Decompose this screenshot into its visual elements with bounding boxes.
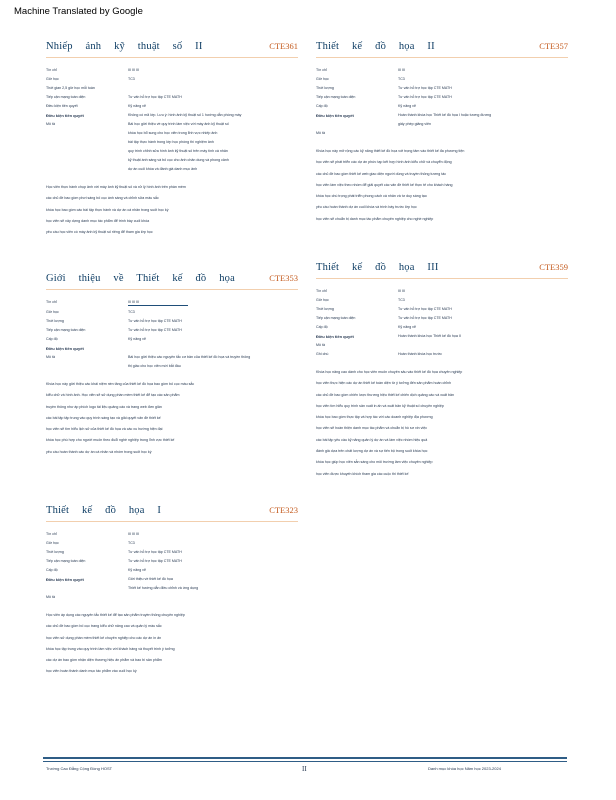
detail-key: Tín chỉ [316,68,327,72]
description-line: học viên sử dụng phần mềm thiết kế chuyên nghiệp cho các dự án in ấn [46,635,162,640]
description-line: khóa học phù hợp cho người muốn theo đuổi nghề nghiệp trong lĩnh vực thiết kế [46,438,175,443]
description-line: học viên tìm hiểu quy trình sản xuất in ấn và xuất bản kỹ thuật số chuyên nghiệp [316,403,444,408]
description-line: Khóa học này mở rộng các kỹ năng thiết kế đồ họa với trọng tâm vào thiết kế đa phương tiện [316,149,465,153]
detail-key: Điều kiện tiên quyết [46,577,84,582]
detail-row [46,326,298,335]
detail-row [316,332,568,341]
course-section-intro-graphic-design [46,273,298,458]
course-code: CTE353 [269,273,298,283]
detail-row [316,84,568,93]
description-line: yêu cầu hoàn thành các dự án cá nhân và nhóm trong suốt học kỳ [46,449,152,454]
course-details [46,66,298,174]
detail-value: Bài học giới thiệu về quy trình làm việc với máy ảnh kỹ thuật số [128,122,229,126]
detail-row [316,314,568,323]
description-line: các bài tập tập trung vào quy trình sáng tạo và giải quyết vấn đề thiết kế [46,415,161,420]
detail-value: III III III [128,68,139,72]
course-code: CTE359 [539,262,568,272]
detail-key: Điều kiện tiên quyết [316,334,354,339]
detail-row [316,102,568,111]
page-number: II [302,765,307,773]
description-line: các chủ đề bao gồm chiến lược thương hiệu thiết kế chiến dịch quảng cáo và xuất bản [316,392,454,397]
detail-row [46,593,298,602]
detail-row [46,138,298,147]
detail-value: TC3 [128,77,135,81]
course-details [316,66,568,138]
detail-row [316,75,568,84]
course-header [46,505,298,522]
detail-row [46,548,298,557]
description-line: học viên sẽ tìm hiểu lịch sử của thiết kế đồ họa và các xu hướng hiện đại [46,427,163,432]
detail-value [398,129,568,138]
course-code: CTE323 [269,505,298,515]
detail-row [46,111,298,120]
detail-row [46,102,298,111]
detail-row [46,129,298,138]
detail-row [46,165,298,174]
detail-key: Tiếp cận mạng toàn diện [46,559,86,563]
detail-key: Điều kiện tiên quyết [46,113,84,118]
detail-row [46,156,298,165]
description-line: học viên sẽ xây dựng danh mục tác phẩm để trình bày cuối khóa [46,218,150,223]
detail-row [316,341,568,350]
course-title: Thiết kế đồ họa II [316,41,435,52]
course-details [316,287,568,359]
detail-value [128,344,298,353]
detail-key [46,156,128,165]
detail-row [46,575,298,584]
course-description [316,367,568,480]
description-line: các chủ đề bao gồm thiết kế web giao diện người dùng và truyền thông tương tác [316,171,446,176]
detail-value: Hoàn thành khóa học trước [398,352,442,356]
description-line: các dự án bao gồm nhận diện thương hiệu ấn phẩm và bao bì sản phẩm [46,658,162,663]
description-line: học viên sẽ hoàn thiện danh mục tác phẩm và chuẩn bị hồ sơ xin việc [316,426,428,431]
detail-key: Điều kiện tiên quyết [46,346,84,351]
detail-key [46,138,128,147]
detail-key: Tiếp cận mạng toàn diện [46,95,86,99]
course-code: CTE357 [539,41,568,51]
detail-row [316,93,568,102]
description-line: kiểu chữ và hình ảnh. Học viên sẽ sử dụng phần mềm thiết kế để tạo các sản phẩm [46,393,180,398]
detail-row [46,66,298,75]
course-header [46,41,298,58]
course-details [46,530,298,602]
detail-row [46,335,298,344]
detail-value: Tư vấn hỗ trợ học tập CTE MATH [398,307,452,311]
detail-value: dự án cuối khóa và đánh giá danh mục ảnh [128,167,198,171]
detail-key: Giờ học [316,77,329,81]
detail-value: Tư vấn hỗ trợ học tập CTE MATH [398,316,452,320]
detail-value: III III [398,289,405,293]
detail-row [316,323,568,332]
description-line: các chủ đề bao gồm bố cục trang kiểu chữ nâng cao và quản lý màu sắc [46,624,162,629]
course-header [316,41,568,58]
course-title: Thiết kế đồ họa I [46,505,162,516]
description-line: học viên thực hiện các dự án thiết kế toàn diện từ ý tưởng đến sản phẩm hoàn chỉnh [316,381,452,386]
detail-key: Giờ học [46,310,59,314]
detail-key: Thời gian 2,5 giờ học mỗi tuần [46,86,95,90]
detail-key: Điều kiện tiên quyết [46,104,78,108]
detail-row [316,287,568,296]
detail-row [46,530,298,539]
detail-row [316,66,568,75]
footer-rule [43,757,567,759]
detail-key: Thời lượng [46,550,64,554]
detail-value: TC3 [398,77,405,81]
course-details [46,298,298,371]
detail-key: Thời lượng [46,319,64,323]
footer-left-text: Trường Cao Đẳng Cộng Đồng HOST [46,766,113,771]
course-header [316,262,568,279]
detail-key: Mô tả [46,595,55,599]
detail-key: Cấp độ [46,337,58,341]
detail-row [46,584,298,593]
detail-key: Cấp độ [316,104,328,108]
detail-value: III III [398,68,405,72]
detail-key: Mô tả [316,131,325,135]
detail-value: Kỹ năng vẽ [398,325,416,329]
detail-value: kỹ thuật ánh sáng và bố cục cho ảnh chân dung và phong cảnh [128,158,229,162]
detail-key [46,129,128,138]
description-line: các chủ đề bao gồm phơi sáng bố cục ánh sáng và chỉnh sửa màu sắc [46,196,159,201]
detail-key: Thời lượng [316,86,334,90]
course-title: Thiết kế đồ họa III [316,262,439,273]
detail-value: III III III [128,532,139,536]
detail-value: bài tập thực hành trong lớp học phòng thí nghiệm ảnh [128,140,214,144]
detail-row [46,93,298,102]
machine-translation-banner: Machine Translated by Google [14,6,143,17]
detail-key: Giờ học [316,298,329,302]
detail-row [46,308,298,317]
detail-value: TC3 [128,310,135,314]
description-line: đánh giá dựa trên chất lượng dự án và sự tiến bộ trong suốt khóa học [316,449,428,454]
detail-row [46,84,298,93]
detail-row [46,317,298,326]
detail-key: Mô tả [46,355,55,359]
detail-key: Tiếp cận mạng toàn diện [316,95,356,99]
detail-row [46,353,298,362]
detail-row [46,344,298,353]
detail-key: Giờ học [46,77,59,81]
course-description [316,146,568,225]
detail-value: Giới thiệu về thiết kế đồ họa [128,577,173,581]
detail-row [46,120,298,129]
detail-row [46,362,298,371]
course-code: CTE361 [269,41,298,51]
description-line: khóa học bao gồm thực tập và hợp tác với các doanh nghiệp địa phương [316,415,433,420]
detail-row [316,129,568,138]
course-description [46,610,298,678]
detail-value: III III III [128,300,139,304]
detail-row [46,147,298,156]
detail-value: Kỹ năng vẽ [128,568,146,572]
detail-row [316,305,568,314]
detail-key [46,362,128,371]
detail-key: Tín chỉ [46,532,57,536]
course-section-digital-photography-ii [46,41,298,238]
course-section-graphic-design-i [46,505,298,678]
description-line: học viên sẽ phát triển các dự án phức tạp kết hợp hình ảnh kiểu chữ và chuyển động [316,160,452,165]
detail-value [128,84,298,93]
detail-key: Điều kiện tiên quyết [316,113,354,118]
description-line: yêu cầu học viên có máy ảnh kỹ thuật số riêng để tham gia lớp học [46,230,153,235]
detail-value: Kỹ năng vẽ [128,337,146,341]
description-line: học viên sẽ chuẩn bị danh mục tác phẩm chuyên nghiệp cho nghề nghiệp [316,216,434,221]
detail-value: quy trình chỉnh sửa hình ảnh kỹ thuật số trên máy tính cá nhân [128,149,228,153]
detail-key [46,147,128,156]
course-description [46,182,298,238]
description-line: học viên làm việc theo nhóm để giải quyết các vấn đề thiết kế thực tế cho khách hàng [316,182,453,187]
detail-row [46,557,298,566]
description-line: Học viên áp dụng các nguyên tắc thiết kế để tạo sản phẩm truyền thông chuyên nghiệp [46,613,185,617]
detail-value: Hoàn thành khóa học Thiết kế đồ họa I hoặc tương đương [398,113,492,117]
detail-value: TC3 [128,541,135,545]
detail-value: Tư vấn hỗ trợ học tập CTE MATH [128,328,182,332]
detail-value: Bài học giới thiệu các nguyên tắc cơ bản của thiết kế đồ họa và truyền thông [128,355,251,359]
detail-key: Cấp độ [46,568,58,572]
detail-key [46,165,128,174]
detail-key [46,584,128,593]
detail-value: Thiết kế hướng dẫn điều chỉnh và ứng dụng [128,586,199,590]
description-line: học viên được khuyến khích tham gia các cuộc thi thiết kế [316,471,409,476]
detail-value: TC3 [398,298,405,302]
detail-value: Tư vấn hỗ trợ học tập CTE MATH [128,550,182,554]
detail-value [128,593,298,602]
detail-key: Ghi chú [316,352,329,356]
detail-key: Tín chỉ [316,289,327,293]
description-line: học viên hoàn thành danh mục tác phẩm vào cuối học kỳ [46,669,137,674]
detail-key: Cấp độ [316,325,328,329]
detail-row [316,350,568,359]
detail-row [316,111,568,120]
description-line: Khóa học này giới thiệu các khái niệm nền tảng của thiết kế đồ họa bao gồm bố cục màu sắc [46,382,195,386]
detail-key: Mô tả [316,343,325,347]
description-line: truyền thông như áp phích logo tài liệu quảng cáo và trang web đơn giản [46,404,162,409]
detail-row [46,539,298,548]
footer-right-text: Danh mục khóa học Năm học 2023-2024 [428,766,501,771]
description-line: các bài tập yêu cầu kỹ năng quản lý dự án và làm việc nhóm hiệu quả [316,437,428,442]
detail-key: Tiếp cận mạng toàn diện [46,328,86,332]
detail-key: Tín chỉ [46,68,57,72]
description-line: khóa học tập trung vào quy trình làm việc với khách hàng và thuyết trình ý tưởng [46,646,175,651]
course-section-graphic-design-ii [316,41,568,225]
detail-row [316,296,568,305]
detail-value: Kỹ năng vẽ [398,104,416,108]
detail-value [398,341,568,350]
detail-value: Hoàn thành khóa học Thiết kế đồ họa II [398,334,461,338]
detail-value: giấy phép giảng viên [398,122,431,126]
description-line: khóa học bao gồm các bài tập thực hành và dự án cá nhân trong suốt học kỳ [46,207,169,212]
detail-value: Tư vấn hỗ trợ học tập CTE MATH [128,95,182,99]
detail-value: Tư vấn hỗ trợ học tập CTE MATH [398,86,452,90]
detail-value: Tư vấn hỗ trợ học tập CTE MATH [128,559,182,563]
course-section-graphic-design-iii [316,262,568,480]
detail-row [46,298,298,307]
detail-key: Tín chỉ [46,300,57,304]
detail-value: khóa học bổ sung cho học viên trong lĩnh vực nhiếp ảnh [128,131,218,135]
detail-row [316,120,568,129]
detail-value: thị giác cho học viên mới bắt đầu [128,364,181,368]
course-description [46,379,298,458]
detail-key: Tiếp cận mạng toàn diện [316,316,356,320]
description-line: yêu cầu hoàn thành dự án cuối khóa và trình bày trước lớp học [316,205,417,210]
detail-value: Không có mã lớp. Lưu ý: hình ảnh kỹ thuật số 1 hướng dẫn phòng máy [128,113,242,117]
footer-rule [43,761,567,762]
description-line: Khóa học nâng cao dành cho học viên muốn chuyên sâu vào thiết kế đồ họa chuyên nghiệp [316,370,463,374]
description-line: khóa học chú trọng phát triển phong cách cá nhân và tư duy sáng tạo [316,194,427,199]
detail-row [46,566,298,575]
detail-row [46,75,298,84]
course-header [46,273,298,290]
detail-value: Tư vấn hỗ trợ học tập CTE MATH [128,319,182,323]
detail-key: Giờ học [46,541,59,545]
detail-key [316,120,398,129]
course-title: Giới thiệu về Thiết kế đồ họa [46,273,235,284]
description-line: Học viên thực hành chụp ảnh với máy ảnh kỹ thuật số và xử lý hình ảnh trên phần mềm [46,185,186,189]
detail-key: Thời lượng [316,307,334,311]
detail-value: Kỹ năng vẽ [128,104,146,108]
detail-key: Mô tả [46,122,55,126]
detail-value: Tư vấn hỗ trợ học tập CTE MATH [398,95,452,99]
description-line: khóa học giúp học viên sẵn sàng cho môi trường làm việc chuyên nghiệp [316,460,433,465]
course-title: Nhiếp ảnh kỹ thuật số II [46,41,203,52]
